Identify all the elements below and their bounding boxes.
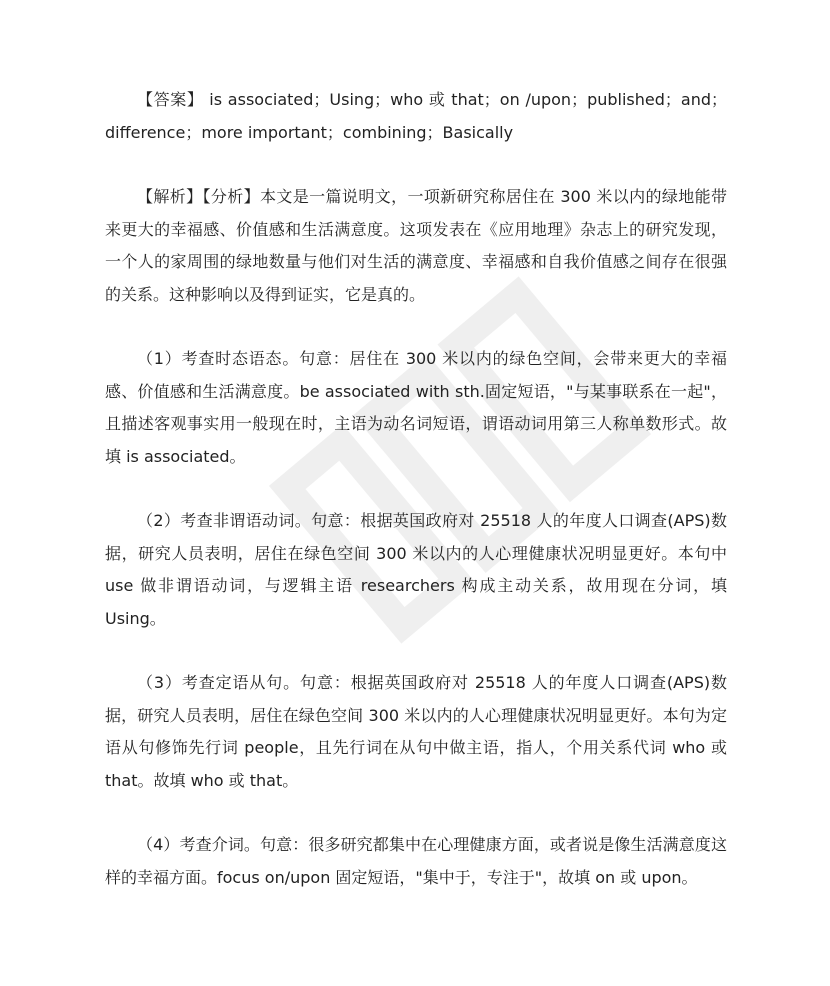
explanation-item-4: （4）考查介词。句意：很多研究都集中在心理健康方面，或者说是像生活满意度这样的幸福方面。focus on/upon 固定短语，"集中于，专注于"，故填 on 或 upon。 [105,835,727,887]
analysis-paragraph: 【解析】【分析】本文是一篇说明文，一项新研究称居住在 300 米以内的绿地能带来更大的幸福感、价值感和生活满意度。这项发表在《应用地理》杂志上的研究发现，一个人的家周围的绿地数量与他们对生活的满意度、幸福感和自我价值感之间存在很强的关系。这种影响以及得到证实，它是真的。 [105,187,727,304]
answer-paragraph: 【答案】 is associated；Using；who 或 that；on /upon；published；and；difference；more important；combining；Basically [105,90,727,142]
document-content [105,84,727,926]
explanation-item-1: （1）考查时态语态。句意：居住在 300 米以内的绿色空间，会带来更大的幸福感、价值感和生活满意度。be associated with sth.固定短语，"与某事联系在一起"，且描述客观事实用一般现在时，主语为动名词短语，谓语动词用第三人称单数形式。故填 is associated。 [105,349,727,466]
explanation-item-3: （3）考查定语从句。句意：根据英国政府对 25518 人的年度人口调查(APS)数据，研究人员表明，居住在绿色空间 300 米以内的人心理健康状况明显更好。本句为定语从句修饰先行词 people，且先行词在从句中做主语，指人，个用关系代词 who 或 that。故填 who 或 that。 [105,673,727,790]
explanation-item-2: （2）考查非谓语动词。句意：根据英国政府对 25518 人的年度人口调查(APS)数据，研究人员表明，居住在绿色空间 300 米以内的人心理健康状况明显更好。本句中 use 做非谓语动词，与逻辑主语 researchers 构成主动关系，故用现在分词，填 Using。 [105,511,727,628]
